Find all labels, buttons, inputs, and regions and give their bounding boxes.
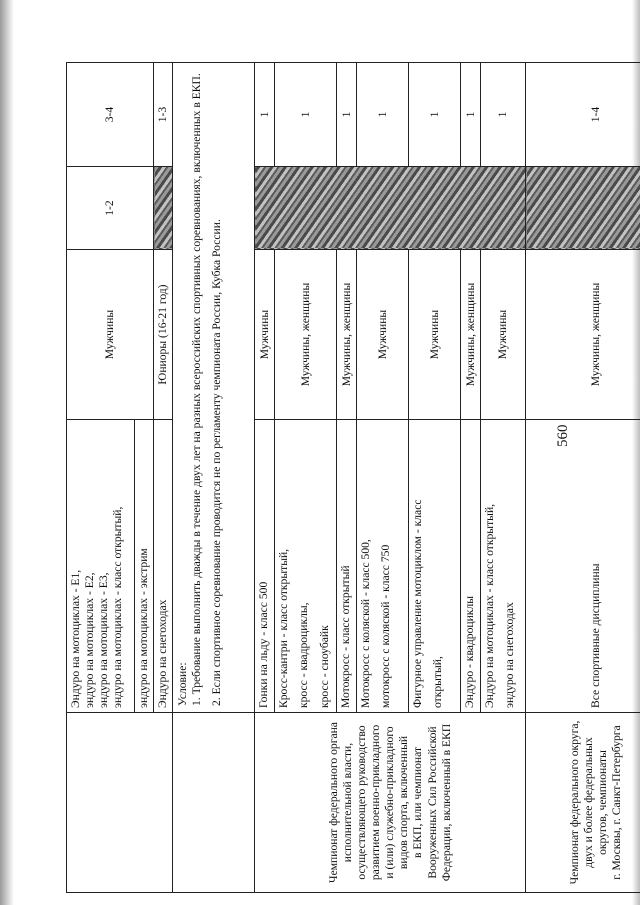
count-cell: 1 xyxy=(481,63,526,167)
discipline-cell: Эндуро на снегоходах xyxy=(154,420,173,713)
count-cell: 1-3 xyxy=(154,63,173,167)
discipline-cell: эндуро на мотоциклах - экстрим xyxy=(135,420,154,713)
group-cell: Мужчины, женщины xyxy=(461,250,481,420)
hatched-cell xyxy=(526,167,640,250)
scan-edge-left xyxy=(0,0,14,905)
count-cell: 1 xyxy=(409,63,461,167)
group-cell: Мужчины xyxy=(357,250,409,420)
group-cell: Мужчины, женщины xyxy=(337,250,357,420)
count-cell: 3-4 xyxy=(67,63,154,167)
group-cell: Мужчины, женщины xyxy=(275,250,337,420)
disciplines-cell: Эндуро на мотоциклах - Е1, эндуро на мотоциклах - Е2, эндуро на мотоциклах - Е3, эндуро на мотоциклах - класс открытый, xyxy=(67,420,135,713)
places-cell: 1-2 xyxy=(67,167,154,250)
group-cell: Мужчины xyxy=(255,250,275,420)
ranking-table xyxy=(66,62,640,893)
discipline-cell: Мотокросс - класс открытый xyxy=(337,420,357,713)
count-cell: 1-4 xyxy=(526,63,640,167)
disciplines-cell: Фигурное управление мотоциклом - класс открытый, xyxy=(409,420,461,713)
table-row xyxy=(173,63,255,893)
count-cell: 1 xyxy=(461,63,481,167)
empty-category-cell xyxy=(67,713,173,893)
group-cell: Юниоры (16-21 год) xyxy=(154,250,173,420)
category-cell: Чемпионат федерального органа исполнительной власти, осуществляющего руководство развитием военно-прикладного и (или) служебно-прикладного видов спорта, включенный в ЕКП, или чемпионат Вооруженных Сил Российской Федерации, включенный в ЕКП xyxy=(255,713,526,893)
count-cell: 1 xyxy=(275,63,337,167)
conditions-cell: Условие: 1. Требование выполнить дважды в течение двух лет на разных всероссийских спортивных соревнованиях, включенных в ЕКП. 2. Если спортивное соревнование проводится не по регламенту чемпионата России, Кубка России. xyxy=(173,63,255,713)
hatched-cell xyxy=(154,167,173,250)
category-cell: Чемпионат федерального округа, двух и более федеральных округов, чемпионаты г. Москвы, г. Санкт-Петербурга xyxy=(526,713,640,893)
discipline-cell: Все спортивные дисциплины xyxy=(526,420,640,713)
hatched-cell xyxy=(255,167,526,250)
group-cell: Мужчины xyxy=(481,250,526,420)
empty-category-cell xyxy=(173,713,255,893)
discipline-cell: Гонки на льду - класс 500 xyxy=(255,420,275,713)
group-cell: Мужчины xyxy=(409,250,461,420)
table-row xyxy=(255,63,275,893)
rotated-table-stage xyxy=(66,63,623,893)
group-cell: Мужчины, женщины xyxy=(526,250,640,420)
count-cell: 1 xyxy=(337,63,357,167)
disciplines-cell: Мотокросс с коляской - класс 500, мотокросс с коляской - класс 750 xyxy=(357,420,409,713)
table-row xyxy=(526,63,640,893)
table-row xyxy=(67,63,135,893)
disciplines-cell: Эндуро на мотоциклах - класс открытый, эндуро на снегоходах xyxy=(481,420,526,713)
disciplines-cell: Кросс-кантри - класс открытый, кросс - квадроциклы, кросс - сноубайк xyxy=(275,420,337,713)
discipline-cell: Эндуро - квадроциклы xyxy=(461,420,481,713)
count-cell: 1 xyxy=(357,63,409,167)
page-number: 560 xyxy=(555,424,571,447)
group-cell: Мужчины xyxy=(67,250,154,420)
count-cell: 1 xyxy=(255,63,275,167)
